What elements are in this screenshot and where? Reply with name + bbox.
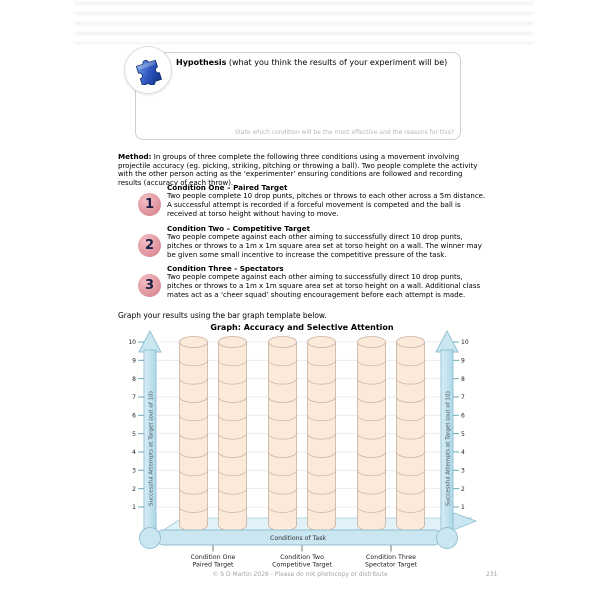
chart-title: Graph: Accuracy and Selective Attention [210, 323, 394, 332]
condition-two-text: Two people compete against each other aiming to successfully direct 10 drop punts, pitches or throws to a 1m x 1m square area set at torso height on a wall. The winner may be given some small incentive to increase the competitive pressure of the task. [167, 233, 482, 259]
y-axis-label-right: Successful Attempts at Target (out of 10) [445, 391, 452, 506]
footer-copyright: © S D Martin 2026 - Please do not photocopy or distribute [212, 571, 388, 578]
svg-text:7: 7 [461, 394, 465, 402]
bar-graph-template [120, 318, 485, 574]
svg-text:8: 8 [461, 375, 465, 383]
hypothesis-heading [176, 58, 447, 67]
category-label: Condition One Paired Target [190, 554, 236, 569]
hypothesis-input-box[interactable] [135, 52, 461, 140]
svg-text:8: 8 [132, 375, 136, 383]
svg-text:9: 9 [132, 357, 136, 365]
svg-text:2: 2 [132, 485, 136, 493]
condition-one-number-badge: 1 [138, 193, 161, 216]
svg-text:10: 10 [461, 339, 469, 347]
condition-three-block [118, 264, 484, 300]
condition-two-number-badge: 2 [138, 234, 161, 257]
svg-text:6: 6 [461, 412, 465, 420]
graph-intro-text: Graph your results using the bar graph template below. [118, 310, 327, 320]
hypothesis-hint: State which condition will be the most effective and the reasons for this? [234, 129, 454, 136]
condition-three-text: Two people compete against each other aiming to successfully direct 10 drop punts, pitches or throws to a 1m x 1m square area set at torso height on a wall. Additional class mates act as a ‘cheer squad’ shouting encouragement before each attempt is made. [167, 273, 481, 299]
category-label: Condition Two Competitive Target [272, 554, 332, 569]
page-number: 231 [486, 571, 498, 578]
condition-one-block [118, 183, 484, 219]
svg-text:5: 5 [461, 430, 465, 438]
condition-three-number-badge: 3 [138, 274, 161, 297]
condition-two-block [118, 224, 484, 260]
condition-one-title: Condition One – Paired Target [167, 183, 288, 192]
hypothesis-title: Hypothesis [176, 58, 227, 67]
x-axis-label: Conditions of Task [270, 535, 326, 542]
puzzle-icon [124, 46, 172, 94]
condition-three-title: Condition Three - Spectators [167, 264, 284, 273]
page-bleed-text [75, 2, 533, 44]
svg-text:9: 9 [461, 357, 465, 365]
svg-text:2: 2 [461, 485, 465, 493]
svg-text:4: 4 [132, 449, 136, 457]
method-label: Method: [118, 152, 152, 161]
hypothesis-subtitle: (what you think the results of your experiment will be) [228, 58, 448, 67]
svg-text:7: 7 [132, 394, 136, 402]
svg-text:6: 6 [132, 412, 136, 420]
svg-text:3: 3 [461, 467, 465, 475]
svg-text:10: 10 [128, 339, 136, 347]
method-text: In groups of three complete the following three conditions using a movement involving projectile accuracy (eg. picking, striking, pitching or throwing a ball). Two people complete the activity with the other person acting as the ‘experimenter’ ensuring conditions are followed and recording results (accuracy of each throw). [118, 153, 478, 188]
svg-text:3: 3 [132, 467, 136, 475]
category-label: Condition Three Spectator Target [364, 554, 418, 569]
y-axis-label-left: Successful Attempts at Target (out of 10) [148, 391, 155, 506]
svg-text:1: 1 [461, 504, 465, 512]
svg-text:5: 5 [132, 430, 136, 438]
svg-text:1: 1 [132, 504, 136, 512]
condition-two-title: Condition Two – Competitive Target [167, 224, 311, 233]
condition-one-text: Two people complete 10 drop punts, pitches or throws to each other across a 5m distance. A successful attempt is recorded if a forceful movement is competed and the ball is received at torso height without having to move. [167, 192, 486, 218]
svg-text:4: 4 [461, 449, 465, 457]
